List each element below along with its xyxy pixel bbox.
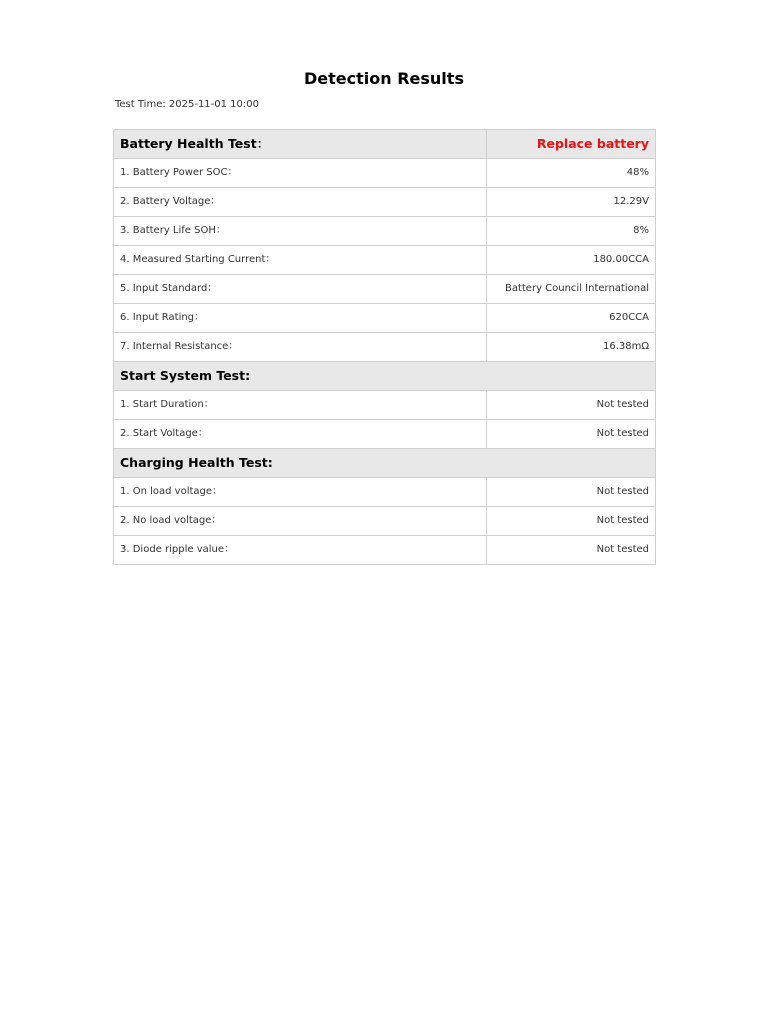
section-title: Charging Health Test: [114,449,656,478]
table-row [114,478,656,507]
table-row [114,536,656,565]
row-value: 8% [487,217,656,246]
row-label: 1. Start Duration： [114,391,487,420]
row-label: 3. Diode ripple value： [114,536,487,565]
page-title: Detection Results [304,69,464,88]
test-time: Test Time: 2025-11-01 10:00 [115,99,260,110]
row-value: Battery Council International [487,275,656,304]
section-title: Start System Test: [114,362,656,391]
row-value: Not tested [487,507,656,536]
section-title: Battery Health Test： [114,130,487,159]
results-table [113,129,656,565]
row-value: Not tested [487,478,656,507]
row-value: Not tested [487,391,656,420]
row-value: 620CCA [487,304,656,333]
section-header-charging-health [114,449,656,478]
row-label: 7. Internal Resistance： [114,333,487,362]
row-label: 4. Measured Starting Current： [114,246,487,275]
row-label: 3. Battery Life SOH： [114,217,487,246]
table-row [114,333,656,362]
row-value: Not tested [487,420,656,449]
table-row [114,420,656,449]
row-label: 2. Battery Voltage： [114,188,487,217]
row-value: 16.38mΩ [487,333,656,362]
table-row [114,246,656,275]
row-label: 5. Input Standard： [114,275,487,304]
row-value: 48% [487,159,656,188]
row-value: 180.00CCA [487,246,656,275]
table-row [114,217,656,246]
row-value: Not tested [487,536,656,565]
battery-status: Replace battery [487,130,656,159]
table-row [114,507,656,536]
table-row [114,159,656,188]
row-label: 2. Start Voltage： [114,420,487,449]
table-row [114,391,656,420]
row-label: 6. Input Rating： [114,304,487,333]
row-label: 1. On load voltage： [114,478,487,507]
section-header-battery-health [114,130,656,159]
table-row [114,275,656,304]
table-row [114,188,656,217]
table-row [114,304,656,333]
row-value: 12.29V [487,188,656,217]
row-label: 2. No load voltage： [114,507,487,536]
row-label: 1. Battery Power SOC： [114,159,487,188]
section-header-start-system [114,362,656,391]
